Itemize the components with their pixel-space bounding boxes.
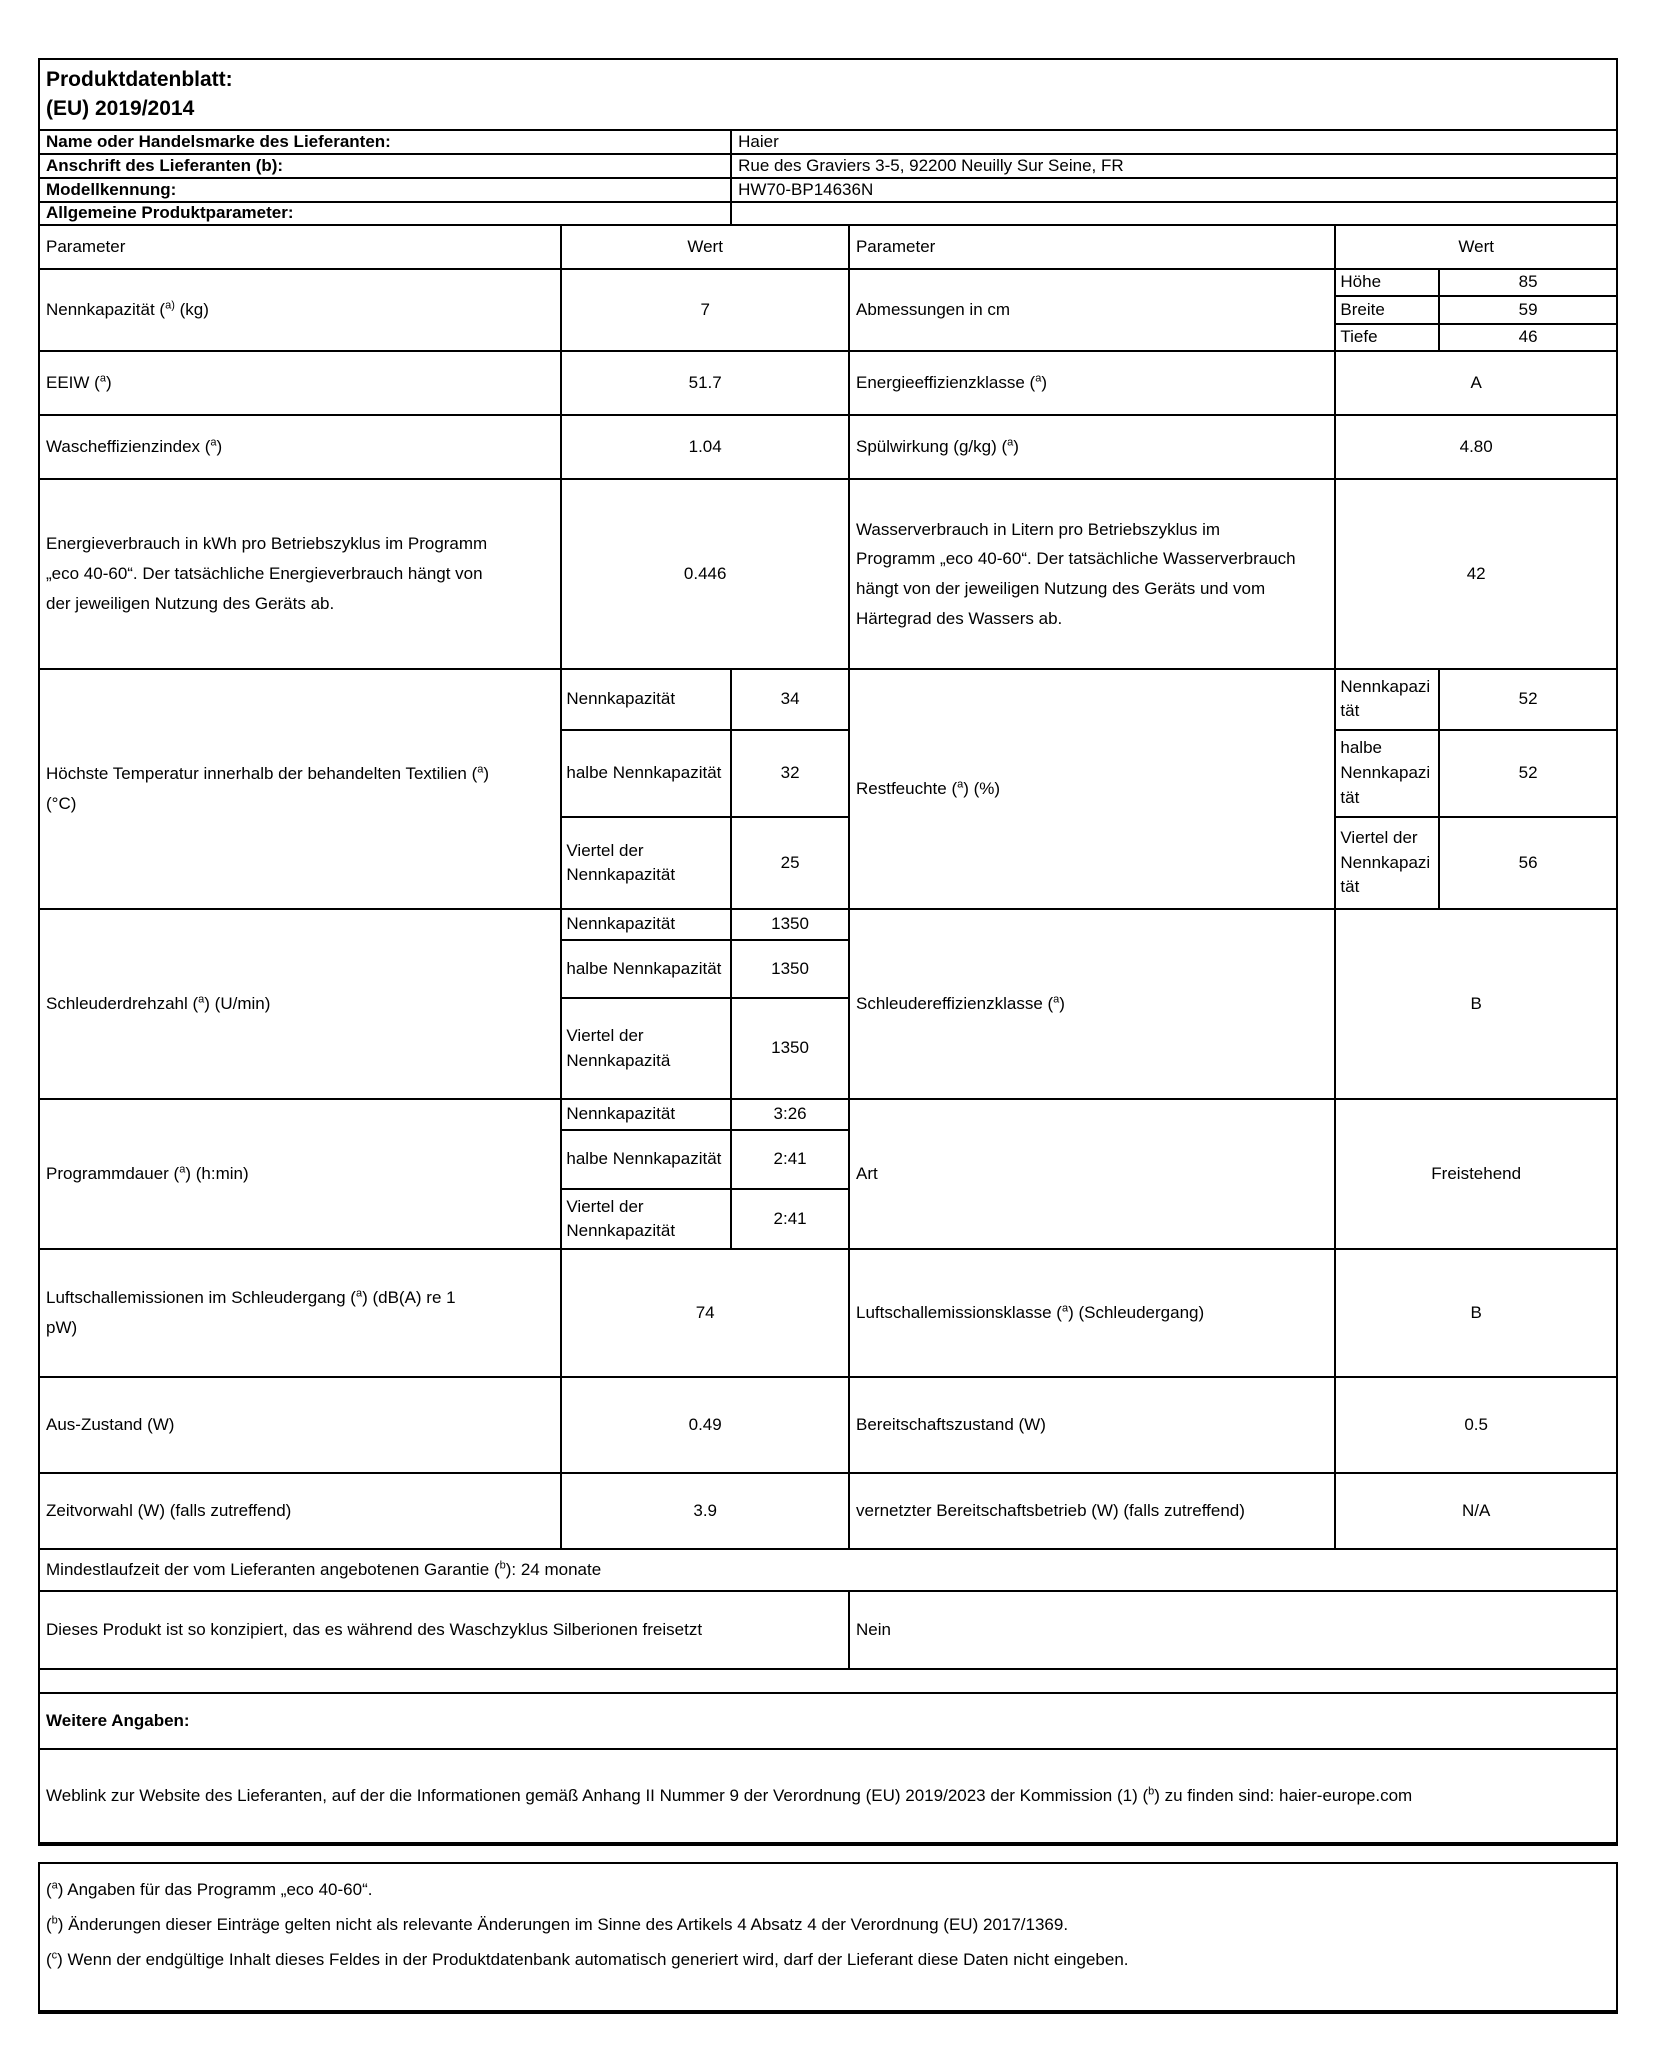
sub-value: 46 xyxy=(1440,325,1618,350)
spacer-row xyxy=(40,1670,1618,1694)
energy-class-label xyxy=(850,352,1336,416)
label-pre: Schleuderdrehzahl ( xyxy=(46,993,199,1013)
label-text xyxy=(46,1778,1412,1814)
residual-moisture-subtable xyxy=(1336,670,1618,910)
label-text xyxy=(46,993,270,1015)
standby-label: Bereitschaftszustand (W) xyxy=(850,1378,1336,1474)
label-post: ) Änderungen dieser Einträge gelten nicht als relevante Änderungen im Sinne des Artikels 4 Absatz 4 der Verordnung (EU) 2017/1369. xyxy=(57,1915,1069,1934)
supplier-address-value: Rue des Graviers 3-5, 92200 Neuilly Sur Seine, FR xyxy=(732,155,1618,179)
label-sup: a xyxy=(957,778,964,791)
label-sup: c xyxy=(51,1949,58,1962)
wash-index-value: 1.04 xyxy=(562,416,850,480)
rinse-label xyxy=(850,416,1336,480)
label-pre: Programmdauer ( xyxy=(46,1163,180,1183)
supplier-address-label: Anschrift des Lieferanten (b): xyxy=(40,155,732,179)
sub-label: Viertel der Nennkapazität xyxy=(1336,818,1440,908)
label-text xyxy=(46,372,112,394)
param-header-left: Parameter xyxy=(40,226,562,270)
label-pre: Weblink zur Website des Lieferanten, auf der die Informationen gemäß Anhang II Nummer 9 der Verordnung (EU) 2019/2023 der Kommission (1) ( xyxy=(46,1786,1149,1806)
label-pre: Mindestlaufzeit der vom Lieferanten angebotenen Garantie ( xyxy=(46,1559,500,1579)
spin-row xyxy=(40,910,1618,1100)
networked-standby-label: vernetzter Bereitschaftsbetrieb (W) (falls zutreffend) xyxy=(850,1474,1336,1550)
spin-class-label xyxy=(850,910,1336,1100)
dimensions-subtable xyxy=(1336,270,1618,352)
sub-value: 32 xyxy=(732,731,850,817)
label-pre: Luftschallemissionen im Schleudergang ( xyxy=(46,1288,356,1308)
subrow-quarter xyxy=(1336,818,1618,908)
noise-class-value: B xyxy=(1336,1250,1618,1378)
label-post: ) zu finden sind: haier-europe.com xyxy=(1154,1786,1413,1806)
general-parameters-header: Allgemeine Produktparameter: xyxy=(40,203,732,226)
energy-consumption-label: Energieverbrauch in kWh pro Betriebszyklus im Programm „eco 40-60“. Der tatsächliche Energieverbrauch hängt von der jeweiligen Nutzung des Geräts ab. xyxy=(40,480,562,670)
label-pre: Spülwirkung (g/kg) ( xyxy=(855,436,1008,456)
label-post: ) (U/min) xyxy=(204,993,271,1013)
label-sup: b xyxy=(499,1559,506,1572)
sub-label: halbe Nennkapazität xyxy=(562,731,732,817)
label-post: ): 24 monate xyxy=(505,1559,602,1579)
sub-value: 3:26 xyxy=(732,1100,850,1129)
page-title xyxy=(40,60,1618,131)
wert-header-left: Wert xyxy=(562,226,850,270)
sub-label: halbe Nennkapazität xyxy=(562,941,732,997)
sub-label: Breite xyxy=(1336,297,1440,322)
sub-label: halbe Nennkapazität xyxy=(562,1131,732,1189)
label-pre: Schleudereffizienzklasse ( xyxy=(855,993,1054,1013)
spin-speed-label xyxy=(40,910,562,1100)
label-pre: EEIW ( xyxy=(46,372,100,392)
label-text xyxy=(856,993,1065,1015)
supplier-name-row xyxy=(40,131,1618,155)
dimensions-label: Abmessungen in cm xyxy=(850,270,1336,352)
eeiw-row xyxy=(40,352,1618,416)
subrow-half xyxy=(562,941,850,999)
label-post: ) Angaben für das Programm „eco 40-60“. xyxy=(57,1880,373,1899)
label-text xyxy=(856,778,1000,800)
label-post: (kg) xyxy=(174,299,209,319)
empty-cell xyxy=(732,203,1618,226)
delay-start-value: 3.9 xyxy=(562,1474,850,1550)
sub-label: Viertel der Nennkapazität xyxy=(562,818,732,908)
subrow-half xyxy=(1336,731,1618,819)
empty-cell xyxy=(40,1670,1618,1694)
duration-subtable xyxy=(562,1100,850,1250)
dimension-row-depth xyxy=(1336,325,1618,350)
sub-value: 25 xyxy=(732,818,850,908)
label-pre: Luftschallemissionsklasse ( xyxy=(855,1302,1062,1322)
subrow-rated xyxy=(562,1100,850,1131)
label-post: ) (h:min) xyxy=(185,1163,249,1183)
label-pre: Nennkapazität ( xyxy=(46,299,166,319)
weblink-row xyxy=(40,1750,1618,1846)
sub-label: Höhe xyxy=(1336,270,1440,295)
label-sup: a xyxy=(477,763,484,776)
label-text xyxy=(46,299,209,321)
weblink-text xyxy=(40,1750,1618,1846)
label-sup: b xyxy=(51,1914,58,1927)
label-text xyxy=(46,1283,490,1343)
title-line-1: Produktdatenblatt: xyxy=(46,67,233,91)
label-post: ) xyxy=(1041,372,1048,392)
off-mode-value: 0.49 xyxy=(562,1378,850,1474)
duration-label xyxy=(40,1100,562,1250)
type-label: Art xyxy=(850,1100,1336,1250)
delay-start-row xyxy=(40,1474,1618,1550)
label-pre: ( xyxy=(46,1915,52,1934)
eeiw-value: 51.7 xyxy=(562,352,850,416)
capacity-value: 7 xyxy=(562,270,850,352)
sub-value: 1350 xyxy=(732,910,850,939)
max-temp-subtable xyxy=(562,670,850,910)
energy-consumption-value: 0.446 xyxy=(562,480,850,670)
label-post: ) (Schleudergang) xyxy=(1068,1302,1205,1322)
subrow-quarter xyxy=(562,999,850,1098)
sub-value: 52 xyxy=(1440,731,1618,817)
label-sup: a xyxy=(1007,436,1014,449)
label-post: ) (%) xyxy=(963,778,1001,798)
label-pre: Energieeffizienzklasse ( xyxy=(855,372,1036,392)
label-text xyxy=(856,372,1047,394)
networked-standby-value: N/A xyxy=(1336,1474,1618,1550)
general-parameters-row xyxy=(40,203,1618,226)
footnote-c xyxy=(46,1942,1610,1977)
label-pre: ( xyxy=(46,1950,52,1969)
label-sup: a xyxy=(355,1287,363,1300)
sub-value: 85 xyxy=(1440,270,1618,295)
subrow-rated xyxy=(562,910,850,941)
title-line-2: (EU) 2019/2014 xyxy=(46,97,195,120)
label-post: ) xyxy=(105,372,112,392)
subrow-rated xyxy=(1336,670,1618,731)
subrow-quarter xyxy=(562,818,850,908)
spin-speed-subtable xyxy=(562,910,850,1100)
water-consumption-value: 42 xyxy=(1336,480,1618,670)
water-consumption-label: Wasserverbrauch in Litern pro Betriebszyklus im Programm „eco 40-60“. Der tatsächliche Wasserverbrauch hängt von der jeweiligen Nutzung des Geräts und vom Härtegrad des Wassers ab. xyxy=(850,480,1336,670)
subrow-half xyxy=(562,731,850,819)
label-text xyxy=(46,759,490,819)
sub-label: Nennkapazität xyxy=(562,1100,732,1129)
sub-label: Viertel der Nennkapazitä xyxy=(562,999,732,1098)
silver-ions-value: Nein xyxy=(850,1592,1618,1670)
noise-class-label xyxy=(850,1250,1336,1378)
sub-label: halbe Nennkapazität xyxy=(1336,731,1440,817)
sub-value: 52 xyxy=(1440,670,1618,729)
sub-value: 2:41 xyxy=(732,1190,850,1248)
sub-value: 1350 xyxy=(732,941,850,997)
label-sup: a) xyxy=(165,299,175,312)
label-sup: a xyxy=(179,1163,186,1176)
off-mode-row xyxy=(40,1378,1618,1474)
sub-label: Nennkapazität xyxy=(562,910,732,939)
warranty-text xyxy=(40,1550,1618,1592)
noise-value: 74 xyxy=(562,1250,850,1378)
title-row xyxy=(40,60,1618,131)
silver-ions-label: Dieses Produkt ist so konzipiert, das es während des Waschzyklus Silberionen freisetzt xyxy=(40,1592,850,1670)
model-label: Modellkennung: xyxy=(40,179,732,203)
label-post: ) Wenn der endgültige Inhalt dieses Feldes in der Produktdatenbank automatisch generiert wird, darf der Lieferant diese Daten nicht eingeben. xyxy=(57,1950,1129,1969)
energy-class-value: A xyxy=(1336,352,1618,416)
subrow-quarter xyxy=(562,1190,850,1248)
label-sup: a xyxy=(210,436,217,449)
label-post: ) (°C) xyxy=(46,764,490,813)
label-post: ) xyxy=(216,436,223,456)
capacity-dimensions-row xyxy=(40,270,1618,352)
type-value: Freistehend xyxy=(1336,1100,1618,1250)
warranty-row xyxy=(40,1550,1618,1592)
silver-ions-row xyxy=(40,1592,1618,1670)
noise-row xyxy=(40,1250,1618,1378)
temperature-moisture-row xyxy=(40,670,1618,910)
wash-index-label xyxy=(40,416,562,480)
max-temp-label xyxy=(40,670,562,910)
sub-label: Viertel der Nennkapazität xyxy=(562,1190,732,1248)
label-sup: b xyxy=(1148,1785,1155,1798)
param-header-right: Parameter xyxy=(850,226,1336,270)
capacity-label xyxy=(40,270,562,352)
standby-value: 0.5 xyxy=(1336,1378,1618,1474)
sub-value: 1350 xyxy=(732,999,850,1098)
supplier-name-label: Name oder Handelsmarke des Lieferanten: xyxy=(40,131,732,155)
sub-label: Nennkapazität xyxy=(562,670,732,729)
sub-value: 59 xyxy=(1440,297,1618,322)
label-text xyxy=(856,1302,1204,1324)
label-post: ) xyxy=(1013,436,1019,456)
label-sup: a xyxy=(1061,1302,1069,1315)
more-info-header: Weitere Angaben: xyxy=(40,1694,1618,1750)
off-mode-label: Aus-Zustand (W) xyxy=(40,1378,562,1474)
dimension-row-height xyxy=(1336,270,1618,297)
wert-header-right: Wert xyxy=(1336,226,1618,270)
label-pre: Restfeuchte ( xyxy=(856,778,958,798)
label-post: ) (dB(A) re 1 pW) xyxy=(46,1288,456,1337)
label-sup: a xyxy=(51,1879,58,1892)
supplier-address-row xyxy=(40,155,1618,179)
sub-value: 56 xyxy=(1440,818,1618,908)
main-table xyxy=(38,58,1618,1846)
consumption-row xyxy=(40,480,1618,670)
more-info-row xyxy=(40,1694,1618,1750)
sub-value: 34 xyxy=(732,670,850,729)
model-row xyxy=(40,179,1618,203)
column-header-row xyxy=(40,226,1618,270)
rinse-value: 4.80 xyxy=(1336,416,1618,480)
footnotes-block xyxy=(38,1862,1618,2014)
eeiw-label xyxy=(40,352,562,416)
delay-start-label: Zeitvorwahl (W) (falls zutreffend) xyxy=(40,1474,562,1550)
label-sup: a xyxy=(1035,372,1042,385)
duration-type-row xyxy=(40,1100,1618,1250)
label-pre: Höchste Temperatur innerhalb der behandelten Textilien ( xyxy=(46,764,478,784)
label-text xyxy=(46,1163,249,1185)
label-text xyxy=(46,436,222,458)
sub-label: Nennkapazität xyxy=(1336,670,1440,729)
label-pre: Wascheffizienzindex ( xyxy=(46,436,211,456)
subrow-half xyxy=(562,1131,850,1191)
label-sup: a xyxy=(198,993,205,1006)
residual-moisture-label xyxy=(850,670,1336,910)
spin-class-value: B xyxy=(1336,910,1618,1100)
dimension-row-width xyxy=(1336,297,1618,324)
wash-index-row xyxy=(40,416,1618,480)
sub-value: 2:41 xyxy=(732,1131,850,1189)
footnote-a xyxy=(46,1872,1610,1907)
supplier-name-value: Haier xyxy=(732,131,1618,155)
footnote-b xyxy=(46,1907,1610,1942)
sub-label: Tiefe xyxy=(1336,325,1440,350)
noise-label xyxy=(40,1250,562,1378)
label-text xyxy=(46,1559,601,1581)
subrow-rated xyxy=(562,670,850,731)
model-value: HW70-BP14636N xyxy=(732,179,1618,203)
label-sup: a xyxy=(1053,993,1060,1006)
label-post: ) xyxy=(1059,993,1065,1013)
label-sup: a xyxy=(99,372,106,385)
label-pre: ( xyxy=(46,1880,52,1899)
label-text xyxy=(856,436,1019,458)
